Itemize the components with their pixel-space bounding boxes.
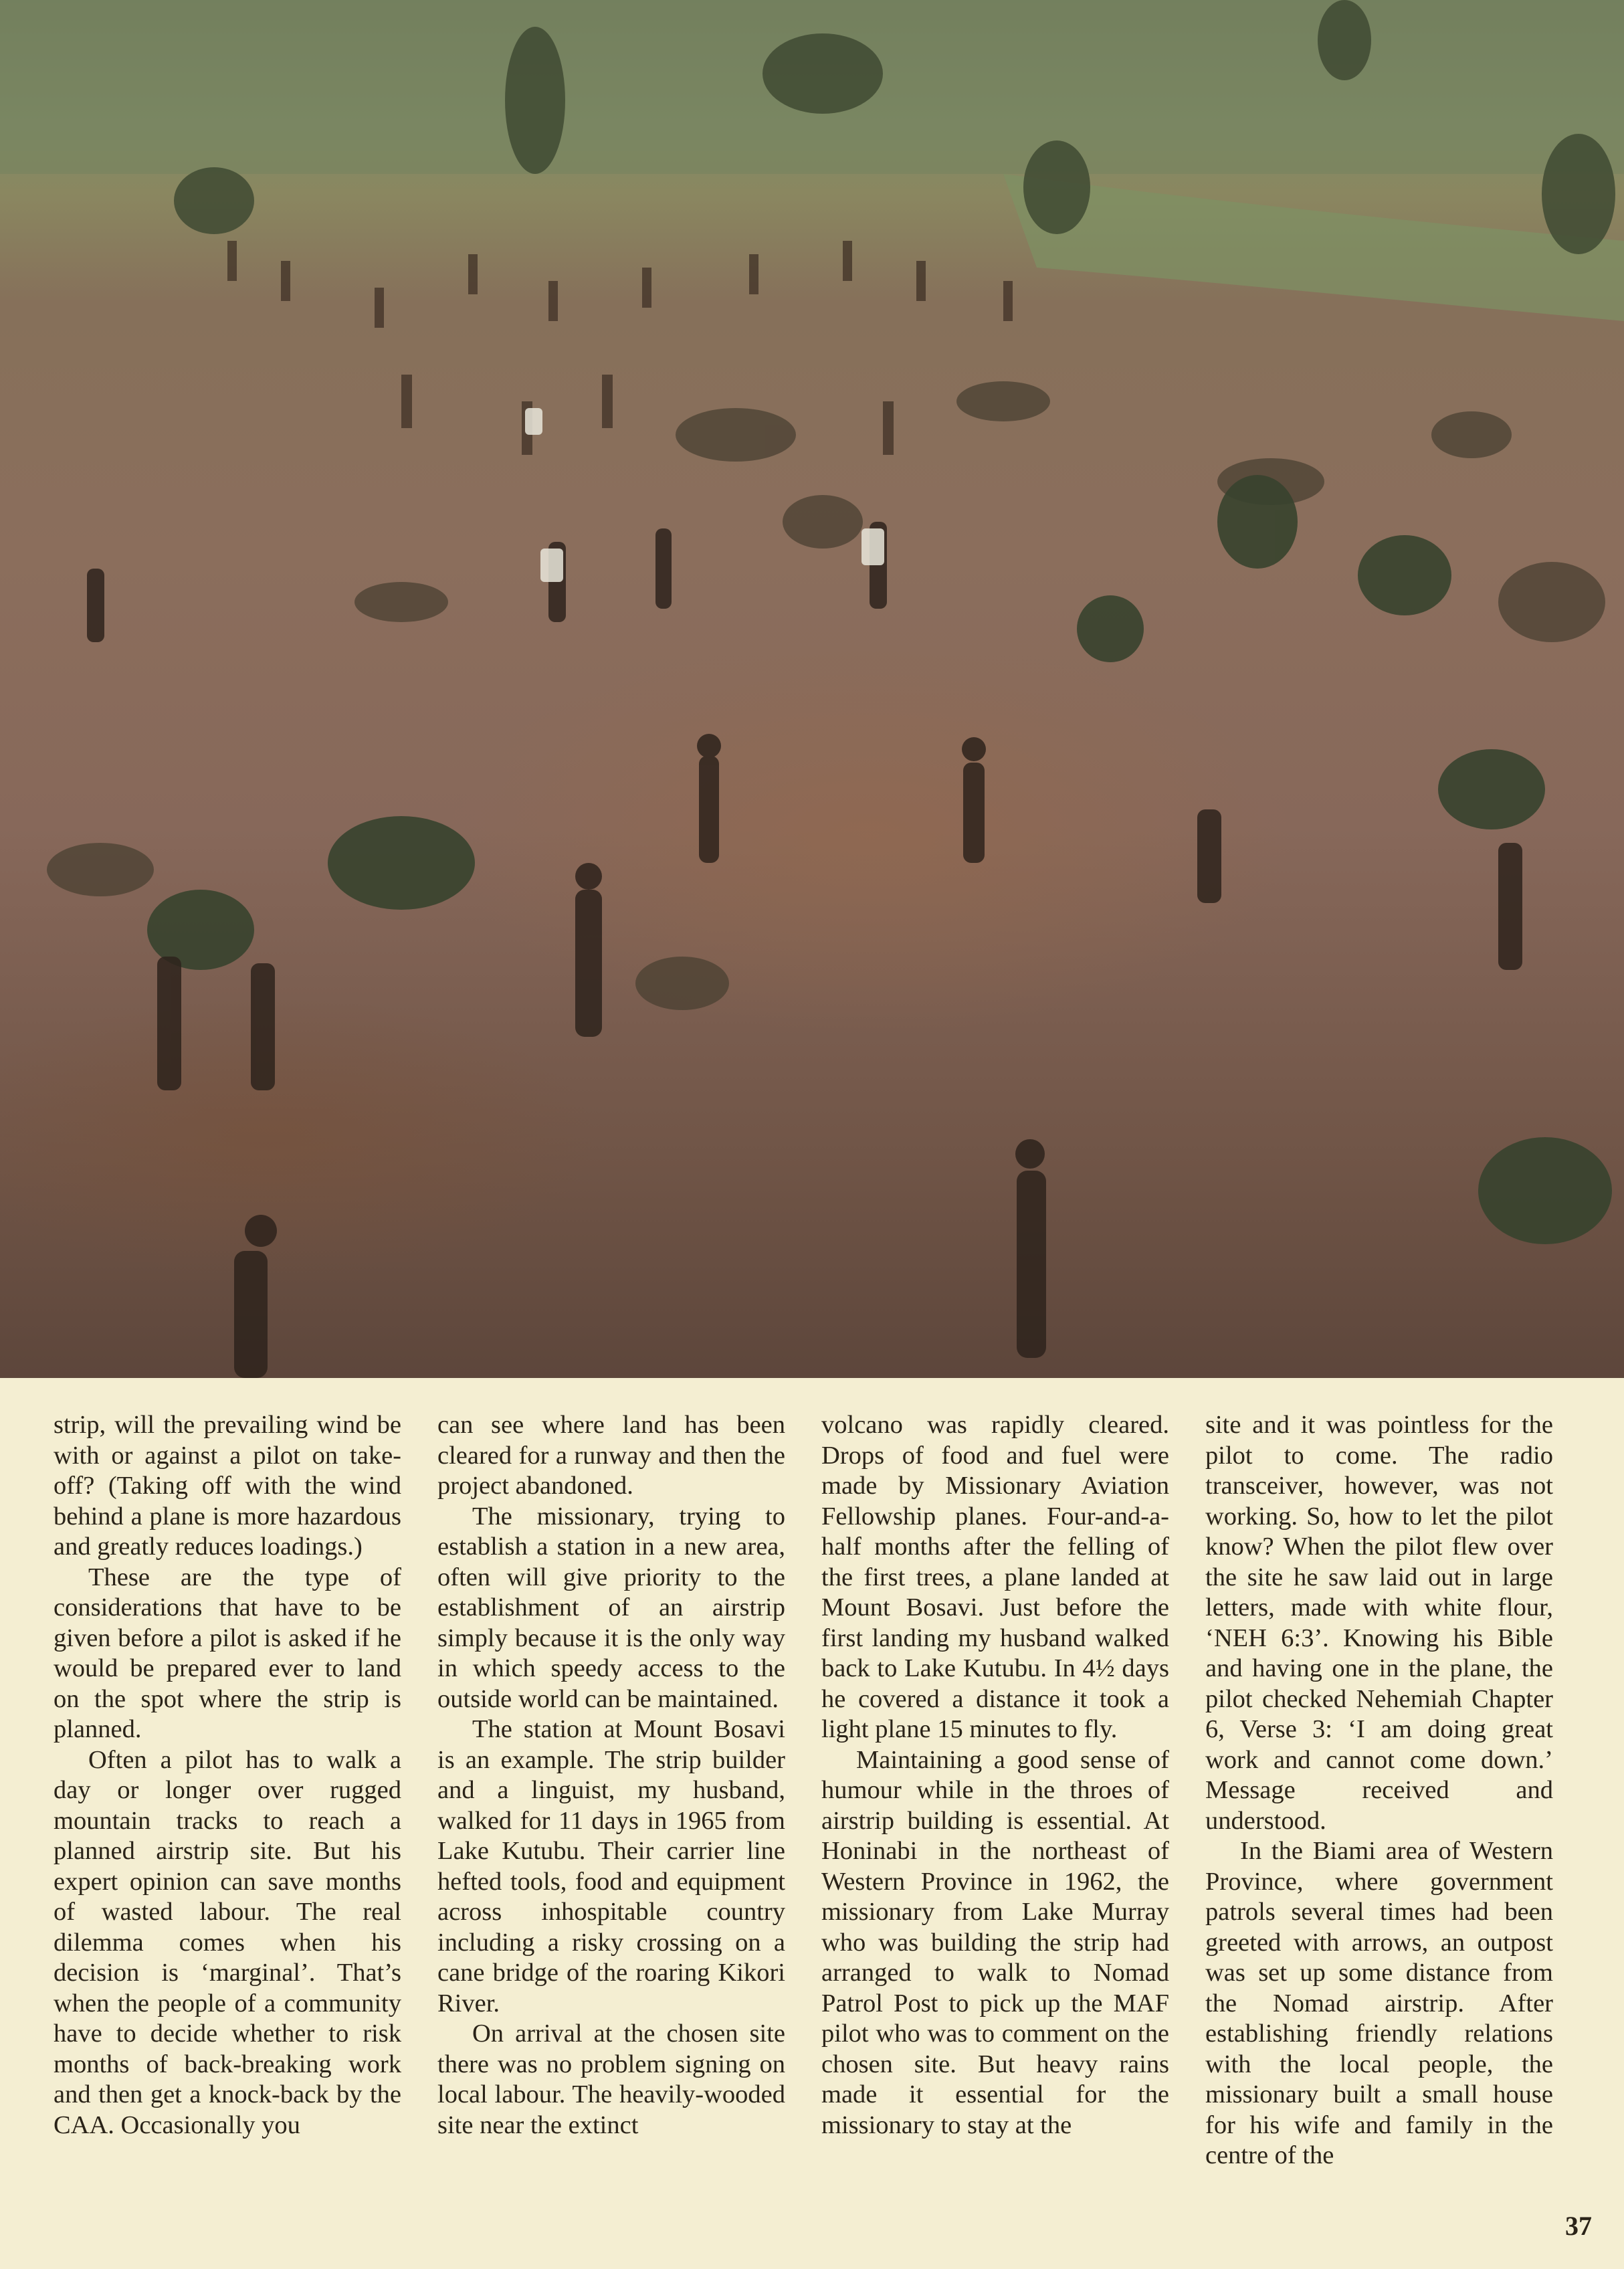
article-body [54, 1410, 1572, 2173]
article-paragraph: strip, will the prevailing wind be with or against a pilot on take-off? (Taking off with the wind behind a plane is more hazardous and greatly reduces loadings.) [54, 1411, 401, 1561]
article-paragraph: site and it was pointless for the pilot to come. The radio transceiver, however, was not working. So, how to let the pilot know? When the pilot flew over the site he saw laid out in large letters, made with white flour, ‘NEH 6:3’. Knowing his Bible and having one in the plane, the pilot checked Nehemiah Chapter 6, Verse 3: ‘I am doing great work and cannot come down.’ Message received and understood. [1205, 1411, 1553, 1835]
article-paragraph: In the Biami area of Western Province, where government patrols several times had been greeted with arrows, an outpost was set up some distance from the Nomad airstrip. After establishing friendly relations with the local people, the missionary built a small house for his wife and family in the centre of the [1205, 1837, 1553, 2169]
article-column-4 [1205, 1410, 1553, 2171]
article-paragraph: volcano was rapidly cleared. Drops of food and fuel were made by Missionary Aviation Fellowship planes. Four-and-a-half months after the felling of the first trees, a plane landed at Mount Bosavi. Just before the first landing my husband walked back to Lake Kutubu. In 4½ days he covered a distance it took a light plane 15 minutes to fly. [821, 1411, 1169, 1743]
page-number: 37 [1565, 2211, 1592, 2241]
article-paragraph: Maintaining a good sense of humour while in the throes of airstrip building is essential. At Honinabi in the northeast of Western Province in 1962, the missionary from Lake Murray who was building the strip had arranged to walk to Nomad Patrol Post to pick up the MAF pilot who was to comment on the chosen site. But heavy rains made it essential for the missionary to stay at the [821, 1745, 1169, 2139]
article-paragraph: can see where land has been cleared for a runway and then the project abandoned. [437, 1411, 785, 1500]
article-column-1 [54, 1410, 401, 2141]
article-paragraph: On arrival at the chosen site there was no problem signing on local labour. The heavily-wooded site near the extinct [437, 2019, 785, 2139]
article-column-2 [437, 1410, 785, 2141]
article-paragraph: These are the type of considerations that have to be given before a pilot is asked if he would be prepared ever to land on the spot where the strip is planned. [54, 1563, 401, 1743]
article-paragraph: The station at Mount Bosavi is an example. The strip builder and a linguist, my husband, walked for 11 days in 1965 from Lake Kutubu. Their carrier line hefted tools, food and equipment across inhospitable country including a risky crossing on a cane bridge of the roaring Kikori River. [437, 1715, 785, 2017]
article-column-3 [821, 1410, 1169, 2141]
article-paragraph: The missionary, trying to establish a station in a new area, often will give priority to the establishment of an airstrip simply because it is the only way in which speedy access to the outside world can be maintained. [437, 1502, 785, 1713]
article-paragraph: Often a pilot has to walk a day or longer over rugged mountain tracks to reach a planned airstrip site. But his expert opinion can save months of wasted labour. The real dilemma comes when his decision is ‘marginal’. That’s when the people of a community have to decide whether to risk months of back-breaking work and then get a knock-back by the CAA. Occasionally you [54, 1745, 401, 2139]
